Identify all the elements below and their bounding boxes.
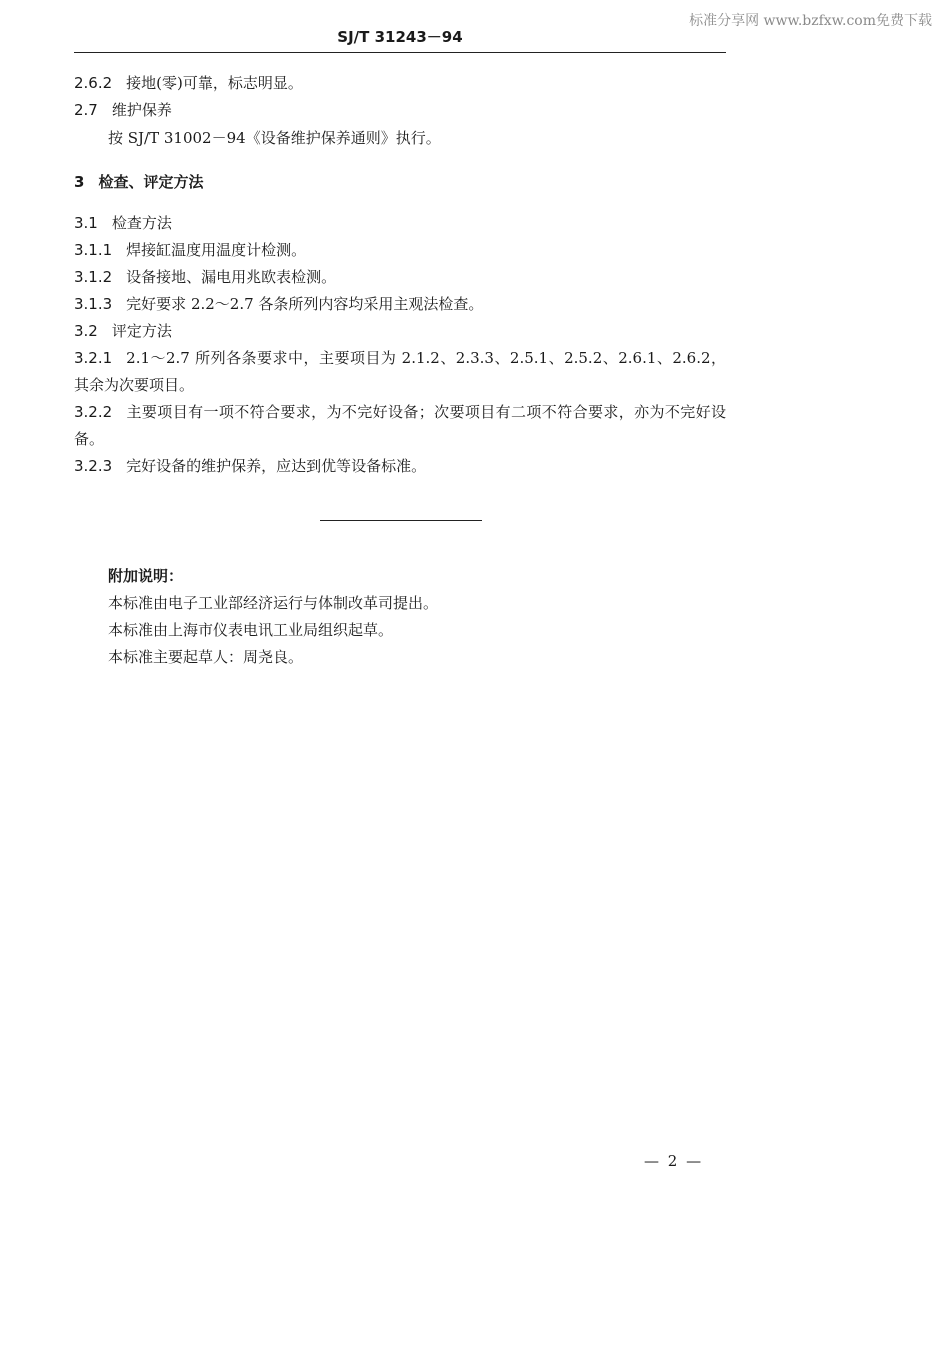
- clause-3-2: [74, 318, 172, 345]
- additional-note-line: 本标准主要起草人：周尧良。: [108, 648, 304, 666]
- clause-number: 2.7: [74, 101, 98, 119]
- clause-text: 维护保养: [111, 101, 172, 119]
- clause-number: 3.1.1: [74, 241, 113, 259]
- section-title: 检查、评定方法: [98, 173, 204, 191]
- section-number: 3: [74, 173, 85, 191]
- page-number: — 2 —: [644, 1152, 704, 1170]
- clause-2-7-body: 按 SJ/T 31002－94《设备维护保养通则》执行。: [108, 129, 441, 147]
- clause-3-2-1: [74, 345, 726, 399]
- clause-text: 焊接缸温度用温度计检测。: [126, 241, 307, 259]
- clause-text: 2.1～2.7 所列各条要求中，主要项目为 2.1.2、2.3.3、2.5.1、2.5.2、2.6.1、2.6.2，其余为次要项目。: [74, 349, 726, 394]
- clause-number: 3.2.1: [74, 349, 113, 367]
- clause-number: 3.2.2: [74, 403, 113, 421]
- additional-notes-title: 附加说明：: [108, 567, 184, 585]
- clause-3-1-3: [74, 291, 483, 318]
- clause-3-2-2: [74, 399, 726, 453]
- clause-number: 2.6.2: [74, 74, 113, 92]
- watermark: 标准分享网 www.bzfxw.com免费下载: [689, 13, 932, 29]
- clause-number: 3.1.2: [74, 268, 113, 286]
- clause-text: 评定方法: [111, 322, 172, 340]
- clause-2-6-2: [74, 70, 303, 97]
- end-of-text-rule: [320, 520, 482, 521]
- section-3-heading: [74, 169, 203, 196]
- clause-text: 检查方法: [111, 214, 172, 232]
- clause-number: 3.1: [74, 214, 98, 232]
- clause-3-2-3: [74, 453, 426, 480]
- additional-note-line: 本标准由上海市仪表电讯工业局组织起草。: [108, 621, 394, 639]
- clause-2-7: [74, 97, 172, 124]
- standard-code-header: SJ/T 31243－94: [337, 28, 463, 46]
- clause-3-1-2: [74, 264, 336, 291]
- clause-number: 3.2: [74, 322, 98, 340]
- clause-number: 3.2.3: [74, 457, 113, 475]
- additional-note-line: 本标准由电子工业部经济运行与体制改革司提出。: [108, 594, 439, 612]
- clause-3-1-1: [74, 237, 306, 264]
- clause-text: 完好设备的维护保养，应达到优等设备标准。: [126, 457, 427, 475]
- clause-text: 完好要求 2.2～2.7 各条所列内容均采用主观法检查。: [126, 295, 484, 313]
- clause-text: 设备接地、漏电用兆欧表检测。: [126, 268, 337, 286]
- clause-text: 主要项目有一项不符合要求，为不完好设备；次要项目有二项不符合要求，亦为不完好设备。: [74, 403, 726, 448]
- clause-number: 3.1.3: [74, 295, 113, 313]
- header-rule: [74, 52, 726, 53]
- clause-3-1: [74, 210, 172, 237]
- clause-text: 接地(零)可靠，标志明显。: [126, 74, 303, 92]
